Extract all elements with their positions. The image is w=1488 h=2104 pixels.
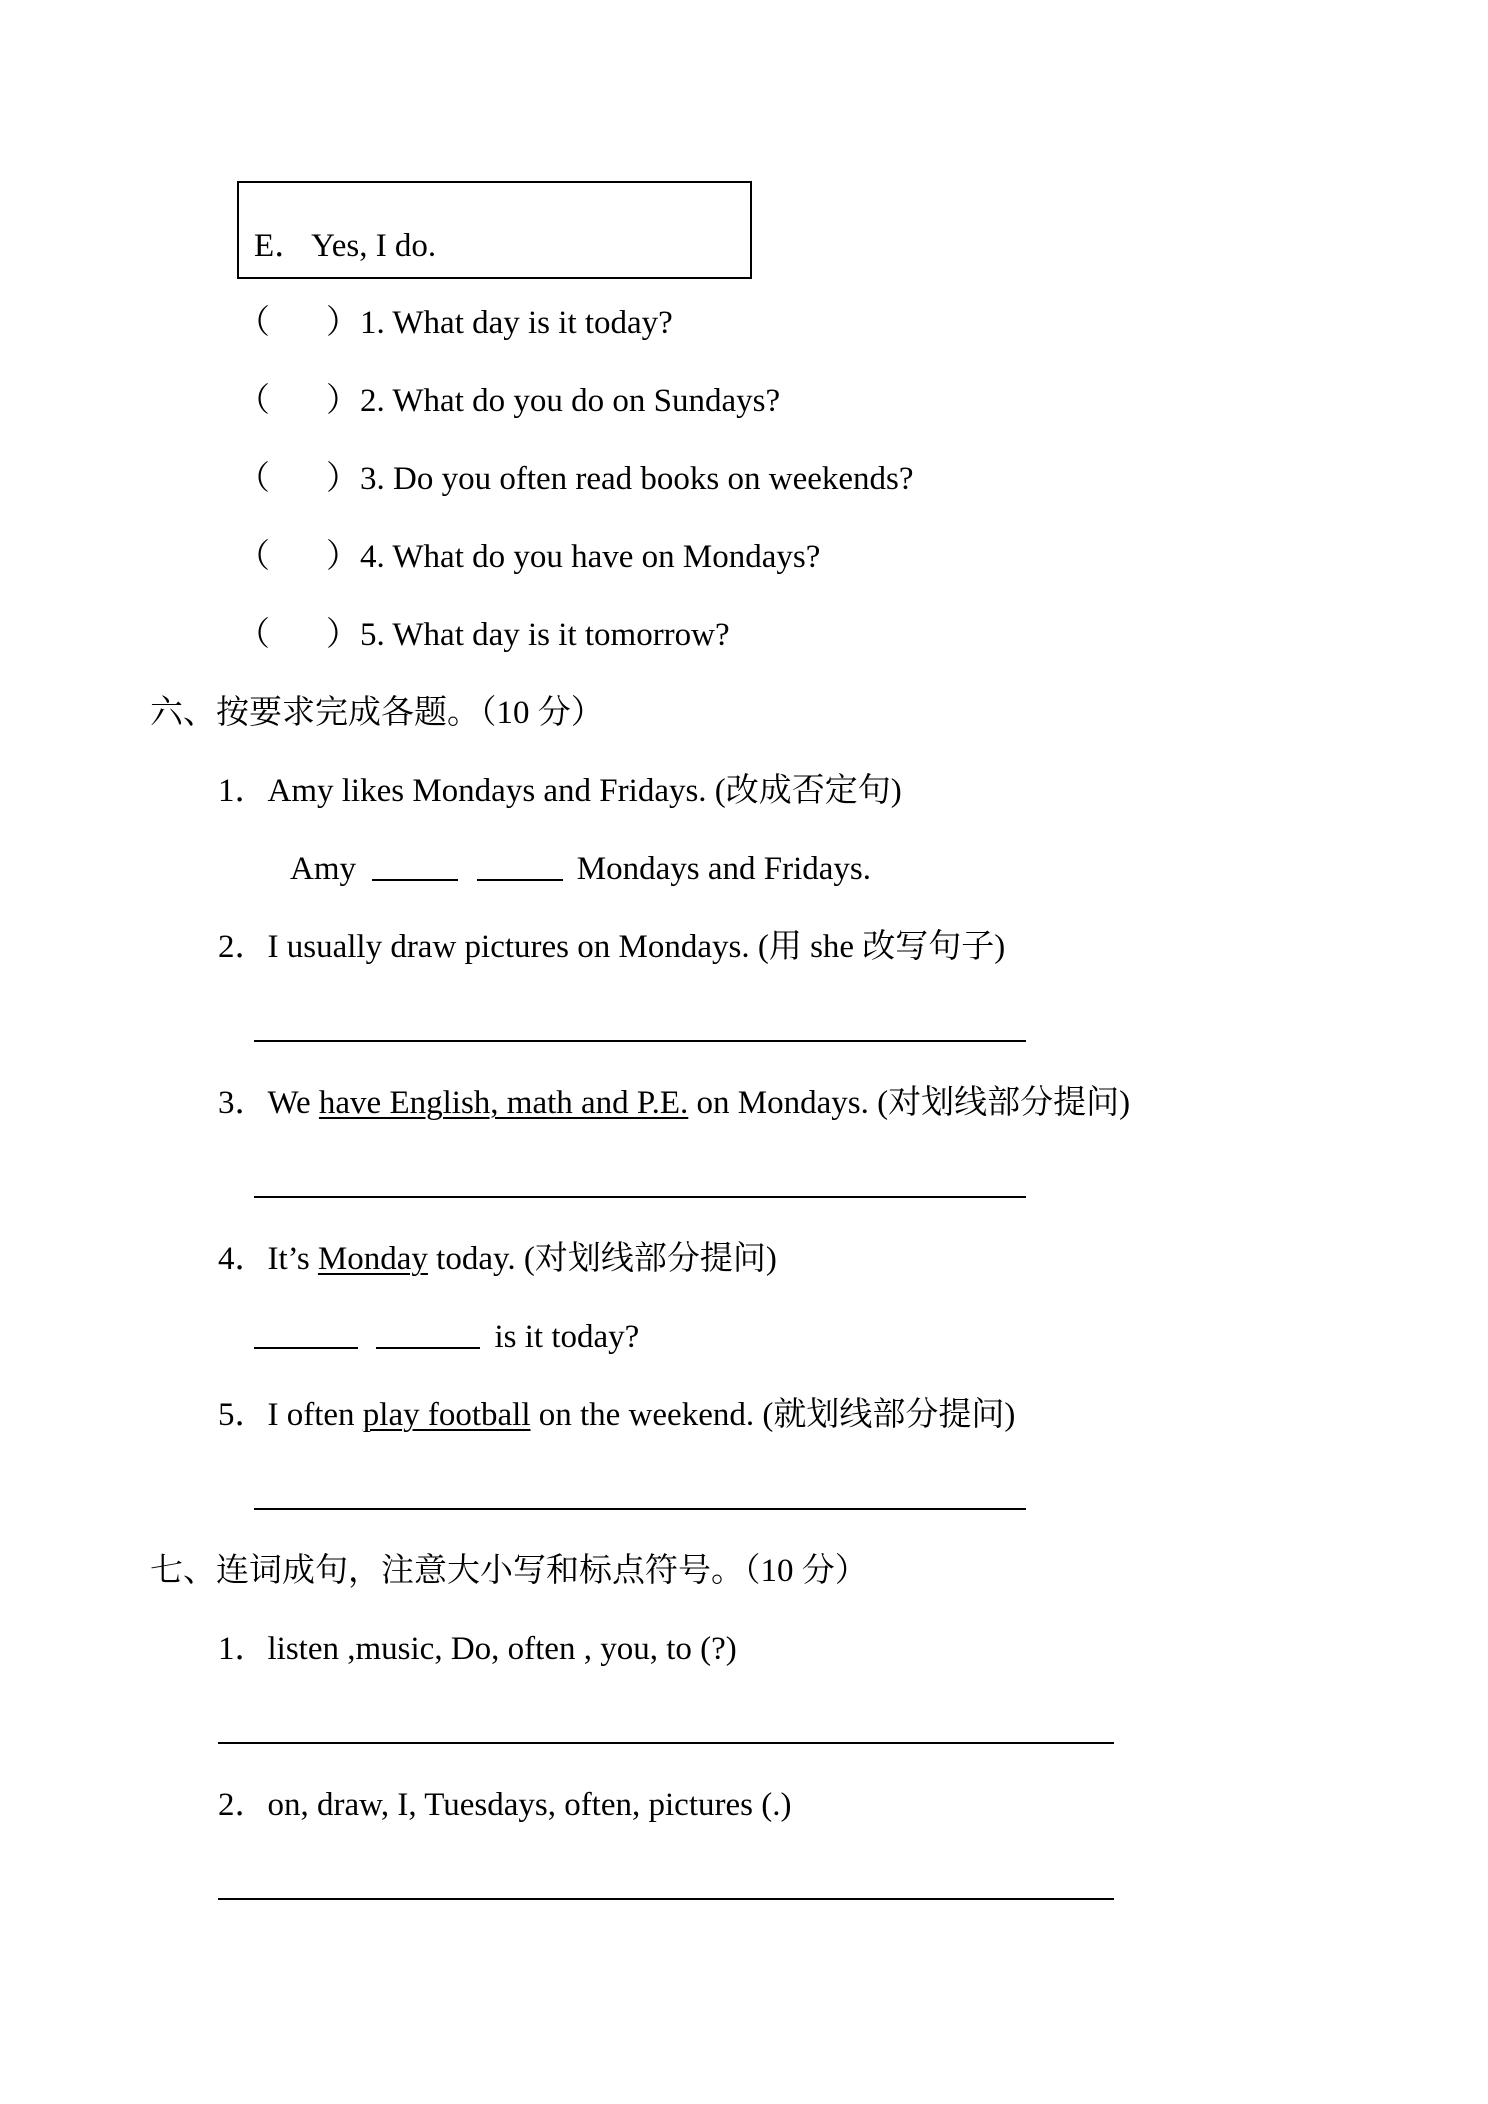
question-number: 3． [218, 1085, 268, 1121]
s6-q1-answer [290, 853, 871, 886]
s7-q2 [218, 1789, 791, 1822]
underlined-part: Monday [317, 1241, 428, 1277]
answer-blank-close: ） [326, 539, 359, 575]
question-text-pre: It’s [267, 1241, 318, 1277]
answer-blank[interactable] [254, 1346, 358, 1349]
question-text-pre: I often [267, 1397, 363, 1433]
answer-blank-close: ） [326, 305, 359, 341]
answer-line[interactable] [218, 1898, 1114, 1900]
answer-blank[interactable] [376, 1346, 480, 1349]
s6-q4-answer [254, 1321, 639, 1354]
question-text: 3. Do you often read books on weekends? [360, 461, 914, 497]
question-text: Amy likes Mondays and Fridays. (改成否定句) [267, 773, 902, 809]
s6-q2 [218, 931, 1005, 964]
answer-blank-close: ） [326, 383, 359, 419]
question-text: 2. What do you do on Sundays? [360, 383, 781, 419]
underlined-part: have English, math and P.E. [318, 1085, 689, 1121]
question-text: 1. What day is it today? [360, 305, 673, 341]
answer-line[interactable] [254, 1508, 1026, 1510]
s6-q1 [218, 775, 902, 808]
question-text: listen ,music, Do, often , you, to (?) [267, 1631, 737, 1667]
answer-line[interactable] [254, 1196, 1026, 1198]
question-text-post: today. (对划线部分提问) [427, 1241, 777, 1277]
option-letter: E． [254, 228, 308, 264]
answer-blank[interactable] [372, 878, 458, 881]
question-number: 2． [218, 929, 268, 965]
question-text-post: on the weekend. (就划线部分提问) [530, 1397, 1016, 1433]
question-number: 1． [218, 773, 268, 809]
question-text: 5. What day is it tomorrow? [360, 617, 730, 653]
question-number: 1． [218, 1631, 268, 1667]
s7-q1 [218, 1633, 737, 1666]
option-box [237, 181, 752, 279]
answer-blank-open[interactable]: （ [237, 539, 270, 575]
section-6-title: 六、按要求完成各题。（10 分） [150, 695, 604, 731]
answer-blank-open[interactable]: （ [237, 305, 270, 341]
answer-blank-close: ） [326, 617, 359, 653]
s6-q5 [218, 1399, 1015, 1432]
s6-q3 [218, 1087, 1130, 1120]
answer-blank-close: ） [326, 461, 359, 497]
question-number: 5． [218, 1397, 268, 1433]
question-number: 4． [218, 1241, 268, 1277]
answer-blank-open[interactable]: （ [237, 383, 270, 419]
question-text-pre: We [267, 1085, 319, 1121]
option-text: Yes, I do. [311, 228, 437, 264]
answer-line[interactable] [218, 1742, 1114, 1744]
answer-end: Mondays and Fridays. [576, 851, 871, 887]
option-e [254, 219, 436, 266]
section-7-title: 七、连词成句，注意大小写和标点符号。（10 分） [150, 1553, 868, 1589]
question-text: 4. What do you have on Mondays? [360, 539, 821, 575]
question-text: I usually draw pictures on Mondays. (用 she 改写句子) [267, 929, 1006, 965]
answer-end: is it today? [494, 1319, 640, 1355]
answer-blank[interactable] [477, 878, 563, 881]
answer-blank-open[interactable]: （ [237, 617, 270, 653]
answer-line[interactable] [254, 1040, 1026, 1042]
underlined-part: play football [362, 1397, 531, 1433]
question-number: 2． [218, 1787, 268, 1823]
question-text: on, draw, I, Tuesdays, often, pictures (.) [267, 1787, 792, 1823]
answer-start: Amy [290, 851, 356, 887]
question-text-post: on Mondays. (对划线部分提问) [688, 1085, 1131, 1121]
s6-q4 [218, 1243, 777, 1276]
answer-blank-open[interactable]: （ [237, 461, 270, 497]
